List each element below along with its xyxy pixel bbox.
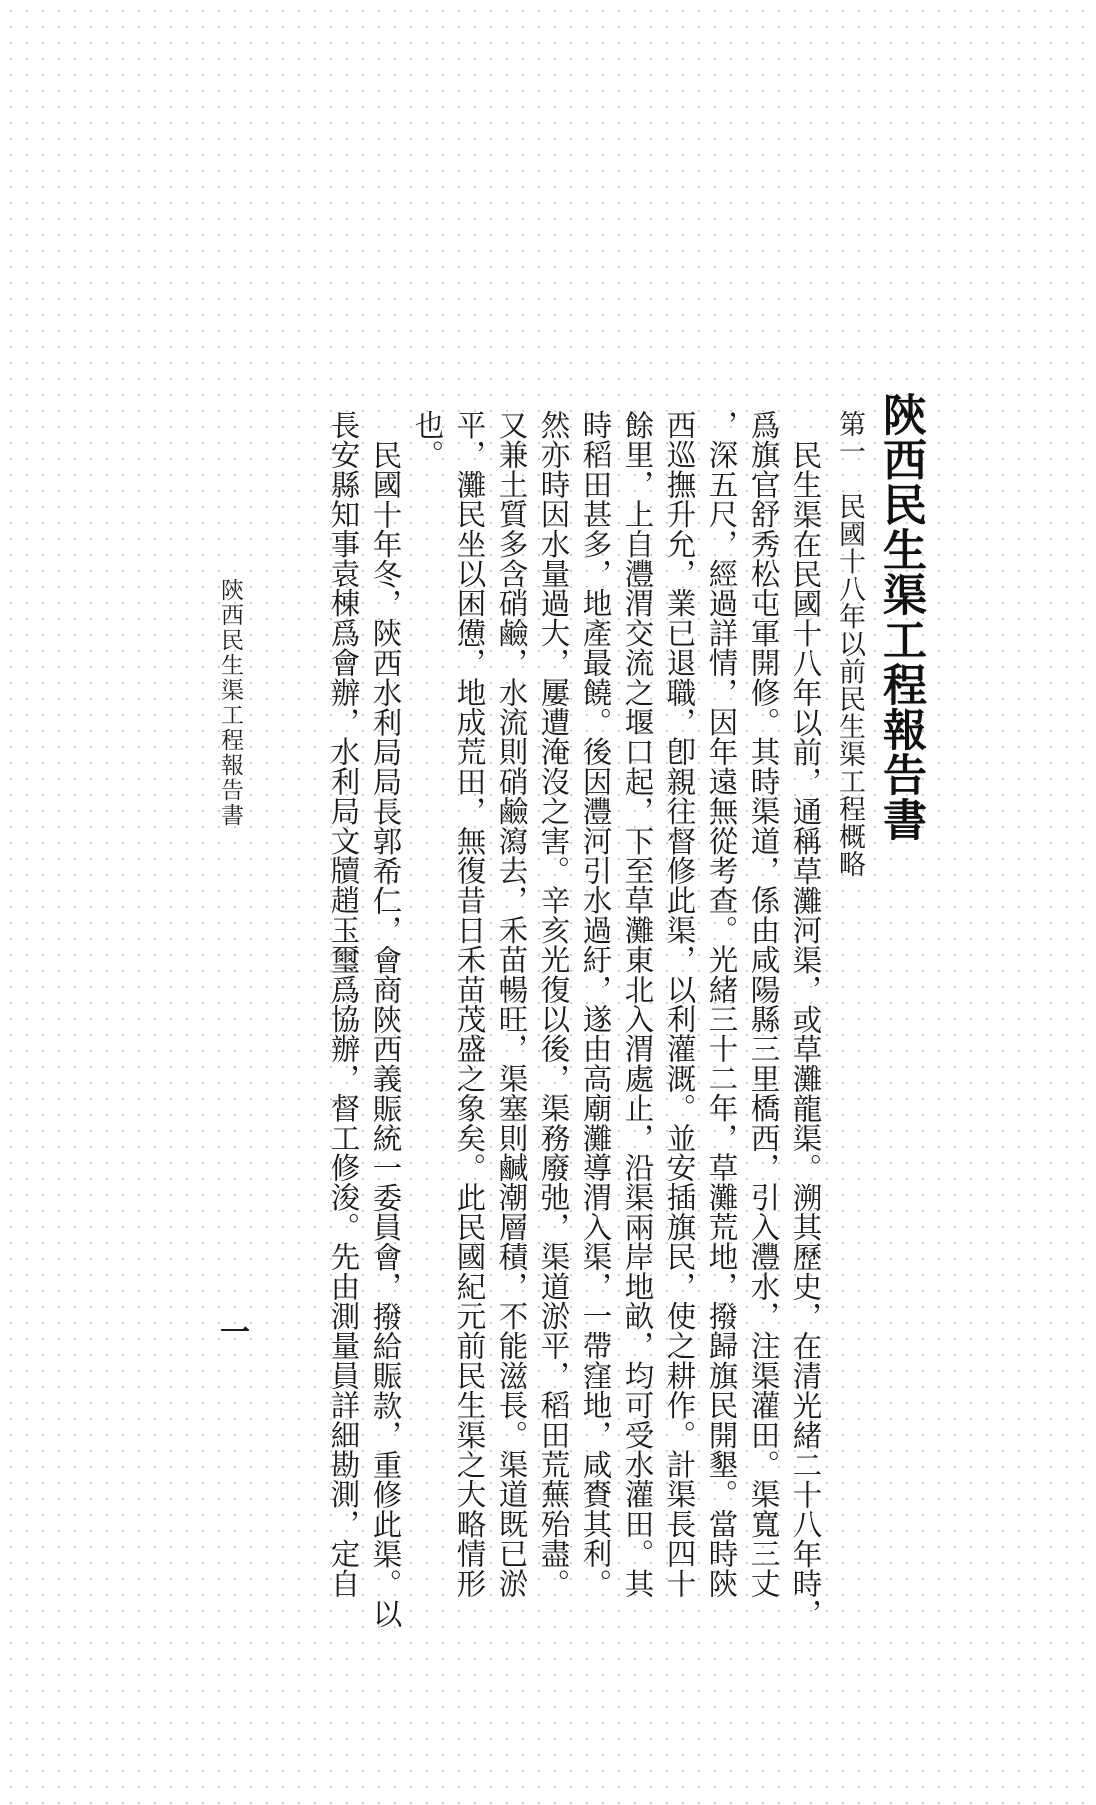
paragraph-line: 又兼土質多含硝鹼，水流則硝鹼瀉去，禾苗暢旺，渠塞則鹹潮層積，不能滋長。渠道既已淤 (494, 410, 529, 1598)
paragraph-line: 也。 (410, 410, 445, 470)
document-title: 陝西民生渠工程報告書 (875, 392, 926, 842)
page-number: 一 (214, 1316, 249, 1346)
paragraph-line: 爲旗官舒秀松屯軍開修。其時渠道，係由咸陽縣三里橋西，引入灃水，注渠灌田。渠寬三丈 (746, 410, 781, 1598)
paragraph-line: 平，灘民坐以困憊，地成荒田，無復昔日禾苗茂盛之象矣。此民國紀元前民生渠之大略情形 (452, 410, 487, 1598)
section-heading: 第一 民國十八年以前民生渠工程概略 (834, 410, 865, 878)
running-head: 陝西民生渠工程報告書 (217, 578, 243, 828)
paragraph-line: 餘里，上自灃渭交流之堰口起，下至草灘東北入渭處止，沿渠兩岸地畝，均可受水灌田。其 (620, 410, 655, 1598)
paragraph-line: 時稻田甚多，地產最饒。後因灃河引水過紆，遂由高廟灘導渭入渠，一帶窪地，咸賚其利。 (578, 410, 613, 1598)
paragraph-line: 民國十年冬，陝西水利局局長郭希仁，會商陝西義賑統一委員會，撥給賑款，重修此渠。以 (368, 440, 403, 1628)
paragraph-line: 西巡撫升允，業已退職，卽親往督修此渠，以利灌溉。並安插旗民，使之耕作。計渠長四十 (662, 410, 697, 1598)
paragraph-line: 民生渠在民國十八年以前，通稱草灘河渠，或草灘龍渠。溯其歷史，在清光緒二十八年時， (788, 440, 823, 1628)
paragraph-line: 長安縣知事袁棟爲會辦，水利局文牘趙玉璽爲協辦，督工修浚。先由測量員詳細勘測，定自 (326, 410, 361, 1598)
paragraph-line: ，深五尺，經過詳情，因年遠無從考查。光緒三十二年，草灘荒地，撥歸旗民開墾。當時陝 (704, 410, 739, 1598)
paragraph-line: 然亦時因水量過大，屢遭淹沒之害。辛亥光復以後，渠務廢弛，渠道淤平，稻田荒蕪殆盡。 (536, 410, 571, 1598)
